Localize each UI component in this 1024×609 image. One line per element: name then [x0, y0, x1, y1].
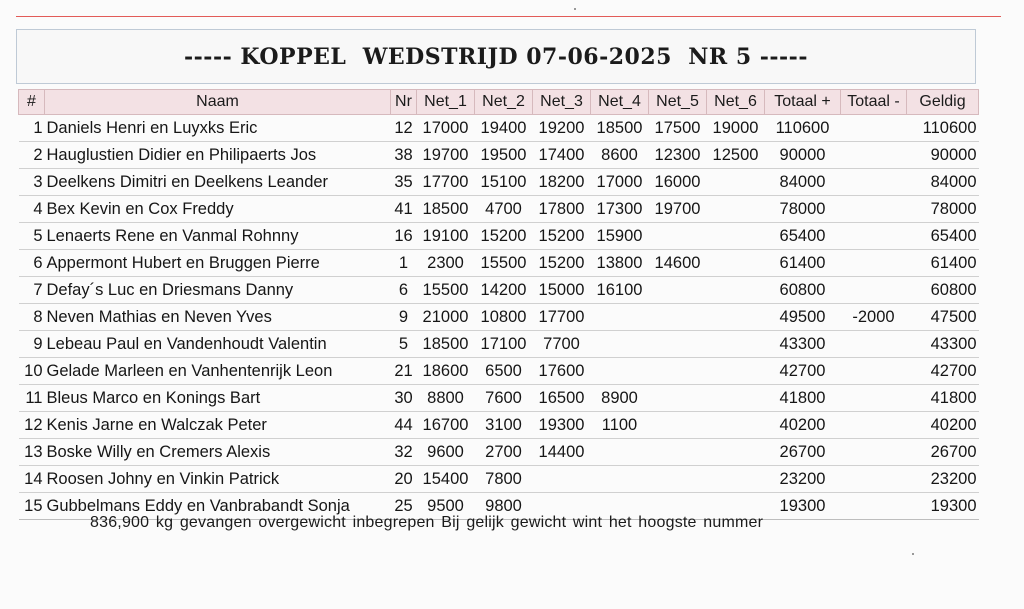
cell-net6: [707, 385, 765, 412]
cell-net1: 17700: [417, 169, 475, 196]
cell-net6: [707, 412, 765, 439]
cell-naam: Gelade Marleen en Vanhentenrijk Leon: [45, 358, 391, 385]
cell-totaal-plus: 40200: [765, 412, 841, 439]
cell-net1: 18500: [417, 331, 475, 358]
cell-net3: 17400: [533, 142, 591, 169]
cell-totaal-min: [841, 115, 907, 142]
cell-totaal-min: [841, 277, 907, 304]
cell-geldig: 84000: [907, 169, 979, 196]
cell-net2: 4700: [475, 196, 533, 223]
cell-totaal-min: [841, 493, 907, 520]
cell-naam: Hauglustien Didier en Philipaerts Jos: [45, 142, 391, 169]
cell-index: 8: [19, 304, 45, 331]
cell-index: 7: [19, 277, 45, 304]
cell-geldig: 65400: [907, 223, 979, 250]
cell-net1: 15500: [417, 277, 475, 304]
cell-totaal-plus: 110600: [765, 115, 841, 142]
cell-totaal-plus: 61400: [765, 250, 841, 277]
col-header-geldig: Geldig: [907, 90, 979, 115]
cell-totaal-plus: 43300: [765, 331, 841, 358]
cell-net4: [591, 331, 649, 358]
table-row: [19, 169, 979, 196]
col-header-index: #: [19, 90, 45, 115]
page-title: ----- KOPPEL WEDSTRIJD 07-06-2025 NR 5 -----: [184, 43, 808, 70]
cell-geldig: 47500: [907, 304, 979, 331]
col-header-net3: Net_3: [533, 90, 591, 115]
cell-net5: [649, 358, 707, 385]
cell-totaal-plus: 84000: [765, 169, 841, 196]
cell-nr: 25: [391, 493, 417, 520]
cell-net5: 17500: [649, 115, 707, 142]
table-row: [19, 412, 979, 439]
cell-net4: 8600: [591, 142, 649, 169]
col-header-naam: Naam: [45, 90, 391, 115]
cell-net3: 14400: [533, 439, 591, 466]
results-table: [18, 89, 979, 520]
cell-net5: [649, 223, 707, 250]
cell-net2: 19400: [475, 115, 533, 142]
cell-geldig: 40200: [907, 412, 979, 439]
cell-totaal-plus: 26700: [765, 439, 841, 466]
title-box: [16, 29, 976, 84]
cell-net5: [649, 331, 707, 358]
cell-nr: 41: [391, 196, 417, 223]
cell-net1: 9500: [417, 493, 475, 520]
col-header-nr: Nr: [391, 90, 417, 115]
cell-net6: [707, 196, 765, 223]
col-header-net1: Net_1: [417, 90, 475, 115]
cell-net3: 19300: [533, 412, 591, 439]
cell-geldig: 90000: [907, 142, 979, 169]
cell-net2: 19500: [475, 142, 533, 169]
cell-net4: 8900: [591, 385, 649, 412]
cell-net1: 8800: [417, 385, 475, 412]
table-row: [19, 196, 979, 223]
cell-net3: 17800: [533, 196, 591, 223]
cell-totaal-plus: 49500: [765, 304, 841, 331]
cell-index: 13: [19, 439, 45, 466]
cell-net4: [591, 358, 649, 385]
cell-totaal-plus: 19300: [765, 493, 841, 520]
col-header-net4: Net_4: [591, 90, 649, 115]
cell-nr: 5: [391, 331, 417, 358]
cell-net2: 10800: [475, 304, 533, 331]
table-row: [19, 358, 979, 385]
cell-nr: 35: [391, 169, 417, 196]
cell-index: 1: [19, 115, 45, 142]
cell-net2: 17100: [475, 331, 533, 358]
cell-naam: Neven Mathias en Neven Yves: [45, 304, 391, 331]
cell-net6: [707, 331, 765, 358]
cell-totaal-min: [841, 250, 907, 277]
scan-speck: [574, 8, 576, 10]
cell-net5: [649, 304, 707, 331]
cell-net3: 18200: [533, 169, 591, 196]
cell-naam: Bex Kevin en Cox Freddy: [45, 196, 391, 223]
cell-net2: 15100: [475, 169, 533, 196]
cell-net5: 14600: [649, 250, 707, 277]
cell-index: 6: [19, 250, 45, 277]
cell-net2: 14200: [475, 277, 533, 304]
table-row: [19, 223, 979, 250]
table-row: [19, 277, 979, 304]
cell-net4: [591, 304, 649, 331]
cell-naam: Defay´s Luc en Driesmans Danny: [45, 277, 391, 304]
cell-net6: 19000: [707, 115, 765, 142]
cell-nr: 30: [391, 385, 417, 412]
cell-net6: [707, 358, 765, 385]
cell-geldig: 43300: [907, 331, 979, 358]
cell-net1: 2300: [417, 250, 475, 277]
cell-totaal-plus: 23200: [765, 466, 841, 493]
cell-net4: 17300: [591, 196, 649, 223]
cell-net6: [707, 223, 765, 250]
cell-net4: [591, 439, 649, 466]
cell-net3: 15200: [533, 223, 591, 250]
cell-nr: 1: [391, 250, 417, 277]
cell-naam: Appermont Hubert en Bruggen Pierre: [45, 250, 391, 277]
cell-totaal-plus: 60800: [765, 277, 841, 304]
cell-nr: 38: [391, 142, 417, 169]
cell-index: 2: [19, 142, 45, 169]
cell-net3: [533, 466, 591, 493]
cell-totaal-plus: 42700: [765, 358, 841, 385]
cell-net2: 9800: [475, 493, 533, 520]
footer-note: 836,900 kg gevangen overgewicht inbegrepen Bij gelijk gewicht wint het hoogste nummer: [90, 514, 764, 531]
cell-naam: Lenaerts Rene en Vanmal Rohnny: [45, 223, 391, 250]
cell-geldig: 26700: [907, 439, 979, 466]
table-header-row: [19, 90, 979, 115]
cell-net1: 18600: [417, 358, 475, 385]
cell-net1: 21000: [417, 304, 475, 331]
cell-net1: 9600: [417, 439, 475, 466]
cell-naam: Daniels Henri en Luyxks Eric: [45, 115, 391, 142]
cell-nr: 9: [391, 304, 417, 331]
cell-naam: Gubbelmans Eddy en Vanbrabandt Sonja: [45, 493, 391, 520]
table-row: [19, 385, 979, 412]
cell-totaal-min: [841, 169, 907, 196]
cell-net2: 7800: [475, 466, 533, 493]
cell-net2: 7600: [475, 385, 533, 412]
cell-net4: 13800: [591, 250, 649, 277]
cell-net3: 19200: [533, 115, 591, 142]
cell-index: 14: [19, 466, 45, 493]
cell-totaal-min: [841, 439, 907, 466]
col-header-net6: Net_6: [707, 90, 765, 115]
cell-geldig: 78000: [907, 196, 979, 223]
cell-net4: 15900: [591, 223, 649, 250]
table-row: [19, 250, 979, 277]
cell-net3: 17700: [533, 304, 591, 331]
cell-totaal-min: [841, 331, 907, 358]
cell-net6: [707, 250, 765, 277]
cell-totaal-plus: 65400: [765, 223, 841, 250]
cell-geldig: 23200: [907, 466, 979, 493]
cell-nr: 32: [391, 439, 417, 466]
cell-index: 10: [19, 358, 45, 385]
cell-geldig: 60800: [907, 277, 979, 304]
table-row: [19, 115, 979, 142]
cell-net2: 6500: [475, 358, 533, 385]
cell-net5: [649, 385, 707, 412]
table-row: [19, 142, 979, 169]
cell-geldig: 110600: [907, 115, 979, 142]
cell-net5: [649, 439, 707, 466]
cell-nr: 44: [391, 412, 417, 439]
col-header-net5: Net_5: [649, 90, 707, 115]
cell-net4: 16100: [591, 277, 649, 304]
cell-net3: 7700: [533, 331, 591, 358]
cell-net2: 3100: [475, 412, 533, 439]
cell-totaal-min: [841, 196, 907, 223]
cell-net5: 19700: [649, 196, 707, 223]
cell-geldig: 61400: [907, 250, 979, 277]
table-row: [19, 304, 979, 331]
cell-geldig: 42700: [907, 358, 979, 385]
cell-net6: [707, 466, 765, 493]
col-header-totaal-plus: Totaal +: [765, 90, 841, 115]
table-row: [19, 466, 979, 493]
cell-totaal-min: [841, 223, 907, 250]
cell-totaal-min: [841, 385, 907, 412]
cell-index: 15: [19, 493, 45, 520]
cell-net6: [707, 439, 765, 466]
top-rule: [16, 16, 1001, 17]
cell-index: 3: [19, 169, 45, 196]
cell-index: 11: [19, 385, 45, 412]
cell-totaal-plus: 41800: [765, 385, 841, 412]
cell-nr: 21: [391, 358, 417, 385]
cell-totaal-min: [841, 466, 907, 493]
cell-net6: [707, 169, 765, 196]
cell-net5: [649, 466, 707, 493]
cell-geldig: 19300: [907, 493, 979, 520]
cell-net1: 17000: [417, 115, 475, 142]
cell-net2: 15200: [475, 223, 533, 250]
table-row: [19, 439, 979, 466]
cell-totaal-min: -2000: [841, 304, 907, 331]
cell-net4: 17000: [591, 169, 649, 196]
cell-naam: Deelkens Dimitri en Deelkens Leander: [45, 169, 391, 196]
cell-net3: 15200: [533, 250, 591, 277]
cell-totaal-min: [841, 358, 907, 385]
cell-nr: 12: [391, 115, 417, 142]
cell-net1: 19700: [417, 142, 475, 169]
cell-net5: 12300: [649, 142, 707, 169]
cell-nr: 20: [391, 466, 417, 493]
cell-nr: 16: [391, 223, 417, 250]
cell-net1: 18500: [417, 196, 475, 223]
cell-index: 5: [19, 223, 45, 250]
cell-index: 4: [19, 196, 45, 223]
cell-net3: 17600: [533, 358, 591, 385]
cell-naam: Bleus Marco en Konings Bart: [45, 385, 391, 412]
cell-naam: Kenis Jarne en Walczak Peter: [45, 412, 391, 439]
cell-index: 12: [19, 412, 45, 439]
cell-naam: Lebeau Paul en Vandenhoudt Valentin: [45, 331, 391, 358]
cell-net1: 19100: [417, 223, 475, 250]
cell-index: 9: [19, 331, 45, 358]
cell-net3: 16500: [533, 385, 591, 412]
cell-net5: 16000: [649, 169, 707, 196]
cell-net5: [649, 277, 707, 304]
cell-net6: [707, 277, 765, 304]
cell-net6: [707, 304, 765, 331]
cell-net4: [591, 466, 649, 493]
cell-net1: 15400: [417, 466, 475, 493]
cell-net4: 18500: [591, 115, 649, 142]
cell-net2: 15500: [475, 250, 533, 277]
cell-totaal-plus: 90000: [765, 142, 841, 169]
cell-net5: [649, 412, 707, 439]
cell-totaal-plus: 78000: [765, 196, 841, 223]
cell-naam: Roosen Johny en Vinkin Patrick: [45, 466, 391, 493]
cell-net6: 12500: [707, 142, 765, 169]
cell-net4: 1100: [591, 412, 649, 439]
cell-geldig: 41800: [907, 385, 979, 412]
table-row: [19, 331, 979, 358]
cell-net3: 15000: [533, 277, 591, 304]
table-body: [19, 115, 979, 520]
cell-net1: 16700: [417, 412, 475, 439]
cell-totaal-min: [841, 142, 907, 169]
scan-speck: [912, 553, 914, 555]
cell-totaal-min: [841, 412, 907, 439]
cell-nr: 6: [391, 277, 417, 304]
cell-net2: 2700: [475, 439, 533, 466]
col-header-totaal-min: Totaal -: [841, 90, 907, 115]
col-header-net2: Net_2: [475, 90, 533, 115]
cell-naam: Boske Willy en Cremers Alexis: [45, 439, 391, 466]
